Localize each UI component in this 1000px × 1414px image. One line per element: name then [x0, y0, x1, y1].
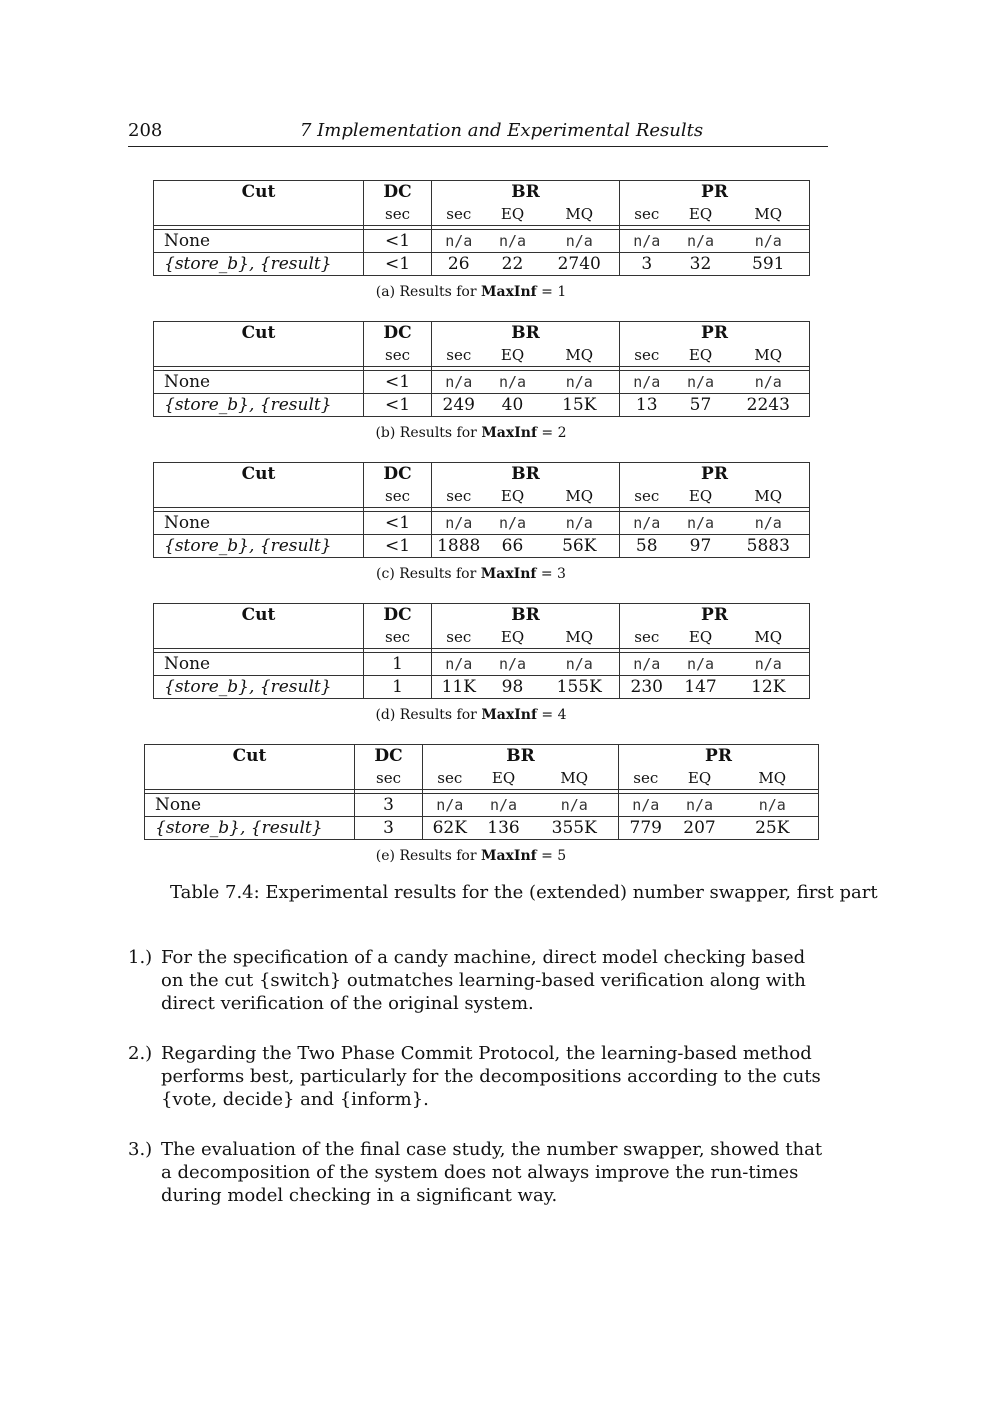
caption-suffix: = 1 — [536, 284, 567, 300]
conclusion-list — [128, 946, 832, 1234]
pr-mq-cell: 591 — [728, 253, 810, 276]
results-table — [144, 744, 819, 840]
pr-mq-cell: 25K — [727, 817, 819, 840]
cut-cell: {store_b}, {result} — [154, 394, 364, 417]
pr-sec-cell: 230 — [620, 676, 674, 699]
column-header-sec: sec — [620, 626, 674, 649]
page-header — [128, 120, 828, 147]
br-eq-cell: 66 — [486, 535, 540, 558]
header-row — [154, 463, 810, 486]
br-sec-cell: n/a — [432, 512, 486, 535]
br-mq-cell: 56K — [540, 535, 620, 558]
column-header-dc: DC — [364, 181, 432, 204]
cut-cell: {store_b}, {result} — [145, 817, 355, 840]
pr-mq-cell: 5883 — [728, 535, 810, 558]
pr-eq-cell: n/a — [674, 230, 728, 253]
column-header-sec: sec — [423, 767, 477, 790]
pr-mq-cell: 12K — [728, 676, 810, 699]
subtable-caption — [143, 566, 799, 582]
results-table — [153, 180, 810, 276]
column-header-mq: MQ — [728, 203, 810, 226]
caption-bold: MaxInf — [481, 284, 537, 300]
table-row — [154, 394, 810, 417]
subtable-caption — [143, 425, 799, 441]
caption-suffix: = 4 — [536, 707, 567, 723]
column-header-pr: PR — [620, 463, 810, 486]
dc-sec-cell: 1 — [364, 653, 432, 676]
list-item-number: 3.) — [128, 1139, 153, 1160]
column-header-sec: sec — [364, 203, 432, 226]
caption-bold: MaxInf — [481, 707, 537, 723]
column-header-sec: sec — [432, 485, 486, 508]
caption-suffix: = 3 — [536, 566, 566, 582]
column-header-eq: EQ — [486, 626, 540, 649]
subheader-row — [154, 344, 810, 367]
pr-mq-cell: n/a — [727, 794, 819, 817]
list-item-number: 2.) — [128, 1043, 153, 1064]
running-title: 7 Implementation and Experimental Results — [300, 120, 704, 141]
pr-sec-cell: n/a — [620, 512, 674, 535]
table-row — [154, 230, 810, 253]
column-header-cut: Cut — [154, 181, 364, 204]
dc-sec-cell: <1 — [364, 371, 432, 394]
subtable-caption — [134, 848, 808, 864]
pr-sec-cell: n/a — [620, 230, 674, 253]
caption-bold: MaxInf — [480, 848, 537, 864]
column-header-dc: DC — [364, 322, 432, 345]
pr-mq-cell: n/a — [728, 653, 810, 676]
column-header-sec: sec — [432, 344, 486, 367]
column-header-eq: EQ — [477, 767, 531, 790]
column-header-sec: sec — [619, 767, 673, 790]
pr-eq-cell: 32 — [674, 253, 728, 276]
pr-mq-cell: n/a — [728, 371, 810, 394]
header-row — [145, 745, 819, 768]
subtable-caption — [143, 707, 799, 723]
br-sec-cell: 26 — [432, 253, 486, 276]
br-eq-cell: 40 — [486, 394, 540, 417]
br-eq-cell: 98 — [486, 676, 540, 699]
dc-sec-cell: 1 — [364, 676, 432, 699]
results-table-d — [153, 603, 809, 723]
column-header-cut: Cut — [154, 604, 364, 627]
column-header-sec: sec — [620, 344, 674, 367]
column-header-sec: sec — [364, 344, 432, 367]
cut-cell: None — [154, 512, 364, 535]
caption-prefix: (c) Results for — [376, 566, 481, 582]
column-header-cut: Cut — [154, 463, 364, 486]
header-row — [154, 322, 810, 345]
br-eq-cell: n/a — [486, 653, 540, 676]
column-header-mq: MQ — [727, 767, 819, 790]
column-header-br: BR — [432, 463, 620, 486]
br-sec-cell: 11K — [432, 676, 486, 699]
pr-eq-cell: n/a — [674, 512, 728, 535]
column-header-pr: PR — [620, 181, 810, 204]
pr-eq-cell: n/a — [673, 794, 727, 817]
br-sec-cell: 1888 — [432, 535, 486, 558]
table-row — [154, 676, 810, 699]
br-eq-cell: n/a — [486, 230, 540, 253]
column-header-empty — [145, 767, 355, 790]
pr-eq-cell: 207 — [673, 817, 727, 840]
column-header-br: BR — [432, 181, 620, 204]
column-header-mq: MQ — [540, 485, 620, 508]
table-row — [154, 653, 810, 676]
br-sec-cell: 62K — [423, 817, 477, 840]
table-row — [154, 253, 810, 276]
br-eq-cell: n/a — [486, 371, 540, 394]
pr-eq-cell: 57 — [674, 394, 728, 417]
column-header-eq: EQ — [674, 203, 728, 226]
cut-cell: None — [154, 371, 364, 394]
br-mq-cell: n/a — [540, 653, 620, 676]
br-mq-cell: 2740 — [540, 253, 620, 276]
pr-eq-cell: n/a — [674, 371, 728, 394]
pr-sec-cell: n/a — [619, 794, 673, 817]
table-row — [154, 512, 810, 535]
column-header-empty — [154, 485, 364, 508]
column-header-mq: MQ — [540, 626, 620, 649]
column-header-eq: EQ — [673, 767, 727, 790]
pr-mq-cell: 2243 — [728, 394, 810, 417]
pr-sec-cell: 58 — [620, 535, 674, 558]
column-header-eq: EQ — [486, 485, 540, 508]
column-header-eq: EQ — [674, 485, 728, 508]
column-header-pr: PR — [620, 604, 810, 627]
subheader-row — [154, 203, 810, 226]
table-row — [145, 794, 819, 817]
column-header-sec: sec — [355, 767, 423, 790]
br-sec-cell: n/a — [432, 371, 486, 394]
pr-mq-cell: n/a — [728, 512, 810, 535]
column-header-sec: sec — [364, 485, 432, 508]
br-eq-cell: 136 — [477, 817, 531, 840]
subheader-row — [154, 485, 810, 508]
results-table-b — [153, 321, 809, 441]
list-item-text: The evaluation of the final case study, the number swapper, showed that a decomposition of the system does not always improve the run-times during model checking in a significant way. — [161, 1139, 823, 1206]
list-item-number: 1.) — [128, 947, 153, 968]
br-mq-cell: 155K — [540, 676, 620, 699]
dc-sec-cell: <1 — [364, 394, 432, 417]
br-eq-cell: n/a — [477, 794, 531, 817]
cut-cell: {store_b}, {result} — [154, 676, 364, 699]
column-header-empty — [154, 626, 364, 649]
column-header-sec: sec — [620, 203, 674, 226]
cut-cell: None — [145, 794, 355, 817]
results-table-a — [153, 180, 809, 300]
dc-sec-cell: <1 — [364, 512, 432, 535]
column-header-mq: MQ — [728, 626, 810, 649]
column-header-eq: EQ — [674, 626, 728, 649]
column-header-sec: sec — [364, 626, 432, 649]
list-item — [128, 1138, 832, 1207]
column-header-sec: sec — [620, 485, 674, 508]
column-header-empty — [154, 344, 364, 367]
subtable-caption — [143, 284, 799, 300]
pr-sec-cell: 779 — [619, 817, 673, 840]
subheader-row — [145, 767, 819, 790]
pr-sec-cell: 3 — [620, 253, 674, 276]
pr-sec-cell: 13 — [620, 394, 674, 417]
br-eq-cell: 22 — [486, 253, 540, 276]
column-header-dc: DC — [364, 463, 432, 486]
results-table — [153, 462, 810, 558]
column-header-empty — [154, 203, 364, 226]
pr-mq-cell: n/a — [728, 230, 810, 253]
caption-prefix: (d) Results for — [375, 707, 482, 723]
dc-sec-cell: <1 — [364, 253, 432, 276]
column-header-mq: MQ — [540, 344, 620, 367]
caption-prefix: (a) Results for — [375, 284, 482, 300]
column-header-mq: MQ — [531, 767, 619, 790]
page-number: 208 — [128, 120, 163, 141]
table-caption: Table 7.4: Experimental results for the (extended) number swapper, first part — [170, 882, 878, 903]
results-table-e — [144, 744, 818, 864]
table-row — [145, 817, 819, 840]
br-mq-cell: 15K — [540, 394, 620, 417]
column-header-br: BR — [432, 322, 620, 345]
caption-suffix: = 5 — [536, 848, 567, 864]
list-item-text: For the specification of a candy machine, direct model checking based on the cut {switch} outmatches learning-based verification along with direct verification of the original system. — [161, 947, 806, 1014]
results-table — [153, 321, 810, 417]
column-header-cut: Cut — [154, 322, 364, 345]
br-sec-cell: n/a — [423, 794, 477, 817]
br-mq-cell: n/a — [540, 512, 620, 535]
br-sec-cell: n/a — [432, 230, 486, 253]
br-mq-cell: n/a — [531, 794, 619, 817]
br-mq-cell: n/a — [540, 230, 620, 253]
caption-prefix: (b) Results for — [375, 425, 482, 441]
pr-sec-cell: n/a — [620, 653, 674, 676]
column-header-cut: Cut — [145, 745, 355, 768]
column-header-dc: DC — [364, 604, 432, 627]
column-header-mq: MQ — [728, 344, 810, 367]
caption-bold: MaxInf — [481, 425, 537, 441]
column-header-pr: PR — [620, 322, 810, 345]
cut-cell: None — [154, 653, 364, 676]
list-item-text: Regarding the Two Phase Commit Protocol, the learning-based method performs best, particularly for the decompositions according to the cuts {vote, decide} and {inform}. — [161, 1043, 821, 1110]
column-header-br: BR — [423, 745, 619, 768]
dc-sec-cell: <1 — [364, 230, 432, 253]
pr-sec-cell: n/a — [620, 371, 674, 394]
list-item — [128, 1042, 832, 1111]
column-header-sec: sec — [432, 626, 486, 649]
pr-eq-cell: 97 — [674, 535, 728, 558]
header-row — [154, 181, 810, 204]
column-header-br: BR — [432, 604, 620, 627]
cut-cell: None — [154, 230, 364, 253]
column-header-eq: EQ — [486, 203, 540, 226]
br-eq-cell: n/a — [486, 512, 540, 535]
dc-sec-cell: 3 — [355, 794, 423, 817]
pr-eq-cell: 147 — [674, 676, 728, 699]
br-sec-cell: n/a — [432, 653, 486, 676]
br-mq-cell: 355K — [531, 817, 619, 840]
cut-cell: {store_b}, {result} — [154, 535, 364, 558]
column-header-mq: MQ — [540, 203, 620, 226]
dc-sec-cell: <1 — [364, 535, 432, 558]
caption-suffix: = 2 — [536, 425, 567, 441]
cut-cell: {store_b}, {result} — [154, 253, 364, 276]
column-header-pr: PR — [619, 745, 819, 768]
list-item — [128, 946, 832, 1015]
table-row — [154, 535, 810, 558]
br-mq-cell: n/a — [540, 371, 620, 394]
column-header-eq: EQ — [486, 344, 540, 367]
dc-sec-cell: 3 — [355, 817, 423, 840]
caption-bold: MaxInf — [480, 566, 537, 582]
column-header-eq: EQ — [674, 344, 728, 367]
column-header-mq: MQ — [728, 485, 810, 508]
column-header-dc: DC — [355, 745, 423, 768]
br-sec-cell: 249 — [432, 394, 486, 417]
column-header-sec: sec — [432, 203, 486, 226]
results-table-c — [153, 462, 809, 582]
caption-prefix: (e) Results for — [375, 848, 481, 864]
table-row — [154, 371, 810, 394]
subheader-row — [154, 626, 810, 649]
results-table — [153, 603, 810, 699]
header-row — [154, 604, 810, 627]
pr-eq-cell: n/a — [674, 653, 728, 676]
